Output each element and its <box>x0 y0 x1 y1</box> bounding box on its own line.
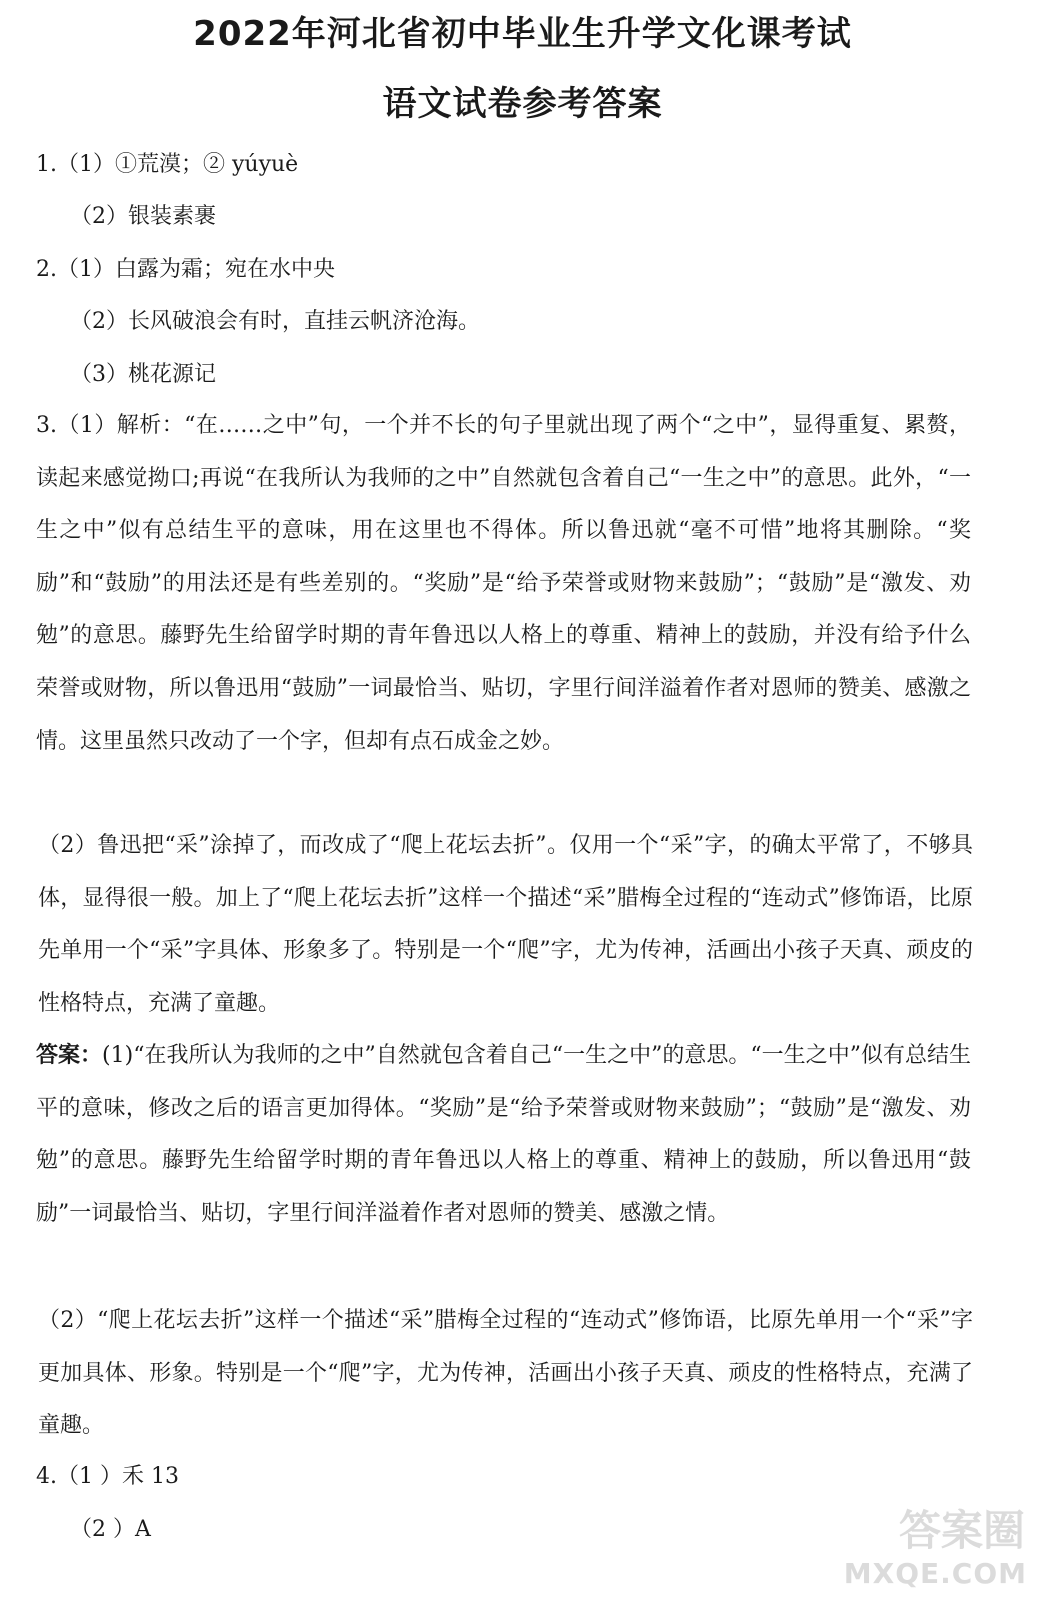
q3-answer-1 <box>36 1030 971 1240</box>
q1-part2: （2）银装素裹 <box>70 204 216 229</box>
q4-part1: 4.（1 ）禾 13 <box>36 1464 179 1489</box>
watermark-url: MXQE.COM <box>843 1557 1027 1590</box>
q4-part2: （2 ）A <box>70 1517 151 1542</box>
site-watermark <box>830 1496 1035 1592</box>
q2-part1: 2.（1）白露为霜；宛在水中央 <box>36 257 335 282</box>
document-subtitle: 语文试卷参考答案 <box>382 84 663 124</box>
answer-label: 答案： <box>36 1043 103 1068</box>
watermark-logo: 答案圈 <box>898 1506 1025 1555</box>
q3-analysis-1: 3.（1）解析：“在……之中”句，一个并不长的句子里就出现了两个“之中”，显得重复、累赘，读起来感觉拗口;再说“在我所认为我师的之中”自然就包含着自己“一生之中”的意思。此外，“一生之中”似有总结生平的意味，用在这里也不得体。所以鲁迅就“毫不可惜”地将其删除。“奖励”和“鼓励”的用法还是有些差别的。“奖励”是“给予荣誉或财物来鼓励”；“鼓励”是“激发、劝勉”的意思。藤野先生给留学时期的青年鲁迅以人格上的尊重、精神上的鼓励，并没有给予什么荣誉或财物，所以鲁迅用“鼓励”一词最恰当、贴切，字里行间洋溢着作者对恩师的赞美、感激之情。这里虽然只改动了一个字，但却有点石成金之妙。 <box>36 413 971 754</box>
answer-1-text: (1)“在我所认为我师的之中”自然就包含着自己“一生之中”的意思。“一生之中”似有总结生平的意味，修改之后的语言更加得体。“奖励”是“给予荣誉或财物来鼓励”；“鼓励”是“激发、劝勉”的意思。藤野先生给留学时期的青年鲁迅以人格上的尊重、精神上的鼓励，所以鲁迅用“鼓励”一词最恰当、贴切，字里行间洋溢着作者对恩师的赞美、感激之情。 <box>36 1043 971 1226</box>
document-title: 2022年河北省初中毕业生升学文化课考试 <box>193 14 852 54</box>
q2-part3: （3）桃花源记 <box>70 362 216 387</box>
q1-part1: 1.（1）①荒漠；② yúyuè <box>36 152 299 177</box>
q3-answer-2: （2）“爬上花坛去折”这样一个描述“采”腊梅全过程的“连动式”修饰语，比原先单用一个“采”字更加具体、形象。特别是一个“爬”字，尤为传神，活画出小孩子天真、顽皮的性格特点，充满了童趣。 <box>38 1308 973 1439</box>
q2-part2: （2）长风破浪会有时，直挂云帆济沧海。 <box>70 309 480 334</box>
q3-analysis-2: （2）鲁迅把“采”涂掉了，而改成了“爬上花坛去折”。仅用一个“采”字，的确太平常了，不够具体，显得很一般。加上了“爬上花坛去折”这样一个描述“采”腊梅全过程的“连动式”修饰语，比原先单用一个“采”字具体、形象多了。特别是一个“爬”字，尤为传神，活画出小孩子天真、顽皮的性格特点，充满了童趣。 <box>38 833 973 1016</box>
